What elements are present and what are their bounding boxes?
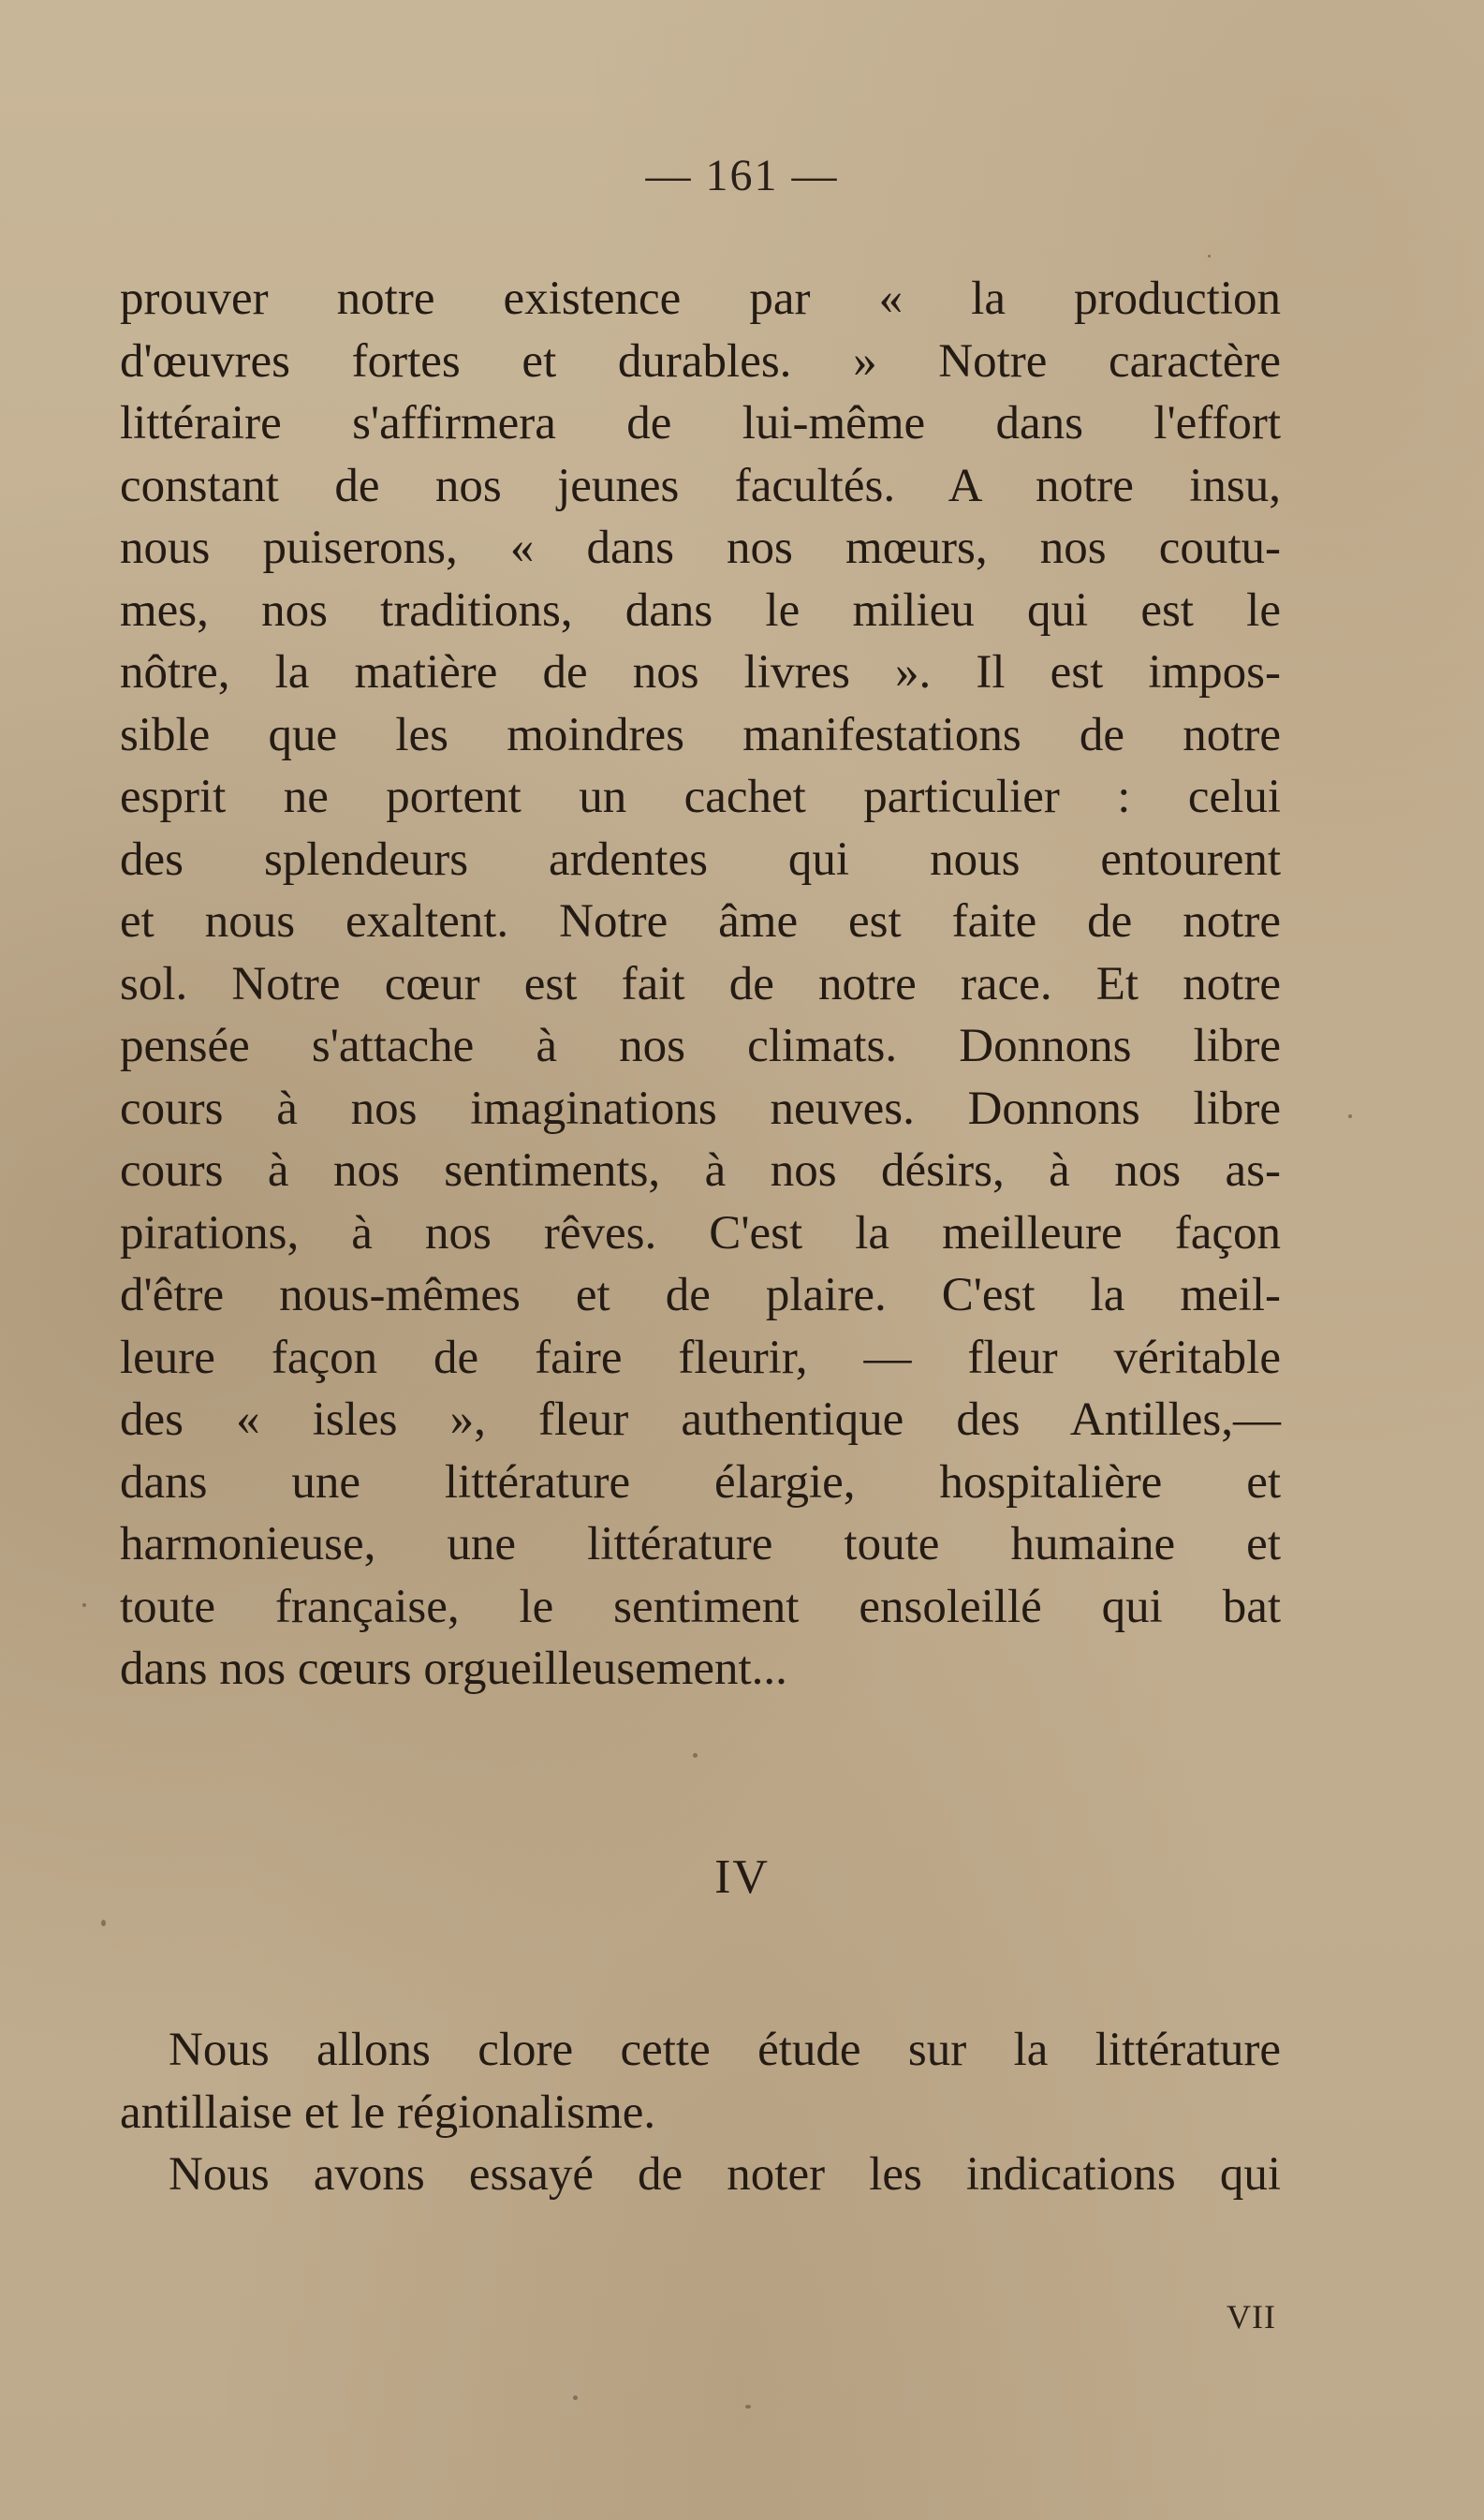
text-line: littéraire s'affirmera de lui-même dans l'effort <box>120 397 1281 449</box>
text-line: des splendeurs ardentes qui nous entourent <box>120 833 1281 886</box>
text-line: nôtre, la matière de nos livres ». Il est impos- <box>120 646 1281 699</box>
text-line: d'œuvres fortes et durables. » Notre caractère <box>120 334 1281 388</box>
text-line: harmonieuse, une littérature toute humaine et <box>120 1518 1281 1570</box>
paragraph-2 <box>120 2019 1281 2206</box>
text-line: Nous avons essayé de noter les indications qui <box>169 2148 1281 2201</box>
paper-speck <box>101 1920 106 1926</box>
paper-speck <box>82 1603 86 1607</box>
text-line: sol. Notre cœur est fait de notre race. Et notre <box>120 957 1281 1010</box>
text-line: pirations, à nos rêves. C'est la meilleure façon <box>120 1206 1281 1260</box>
page-number: — 161 — <box>645 151 839 200</box>
text-line: sible que les moindres manifestations de notre <box>120 708 1281 761</box>
paper-speck <box>573 2395 578 2400</box>
text-line: cours à nos imaginations neuves. Donnons libre <box>120 1082 1281 1135</box>
text-line: esprit ne portent un cachet particulier : celui <box>120 771 1281 823</box>
paragraph-1 <box>120 268 1281 1701</box>
text-line: constant de nos jeunes facultés. A notre insu, <box>120 459 1281 512</box>
section-heading: IV <box>714 1850 770 1904</box>
text-line: et nous exaltent. Notre âme est faite de notre <box>120 895 1281 948</box>
text-line: toute française, le sentiment ensoleillé qui bat <box>120 1580 1281 1633</box>
paper-speck <box>1348 1114 1352 1118</box>
text-line: nous puiserons, « dans nos mœurs, nos coutu- <box>120 522 1281 574</box>
paper-speck <box>693 1753 698 1758</box>
text-line: cours à nos sentiments, à nos désirs, à nos as- <box>120 1144 1281 1197</box>
text-line: leure façon de faire fleurir, — fleur véritable <box>120 1331 1281 1384</box>
text-line: antillaise et le régionalisme. <box>120 2085 656 2139</box>
text-line: mes, nos traditions, dans le milieu qui est le <box>120 583 1281 637</box>
text-line: Nous allons clore cette étude sur la littérature <box>169 2024 1281 2076</box>
text-line: des « isles », fleur authentique des Antilles,— <box>120 1393 1281 1446</box>
signature-mark: VII <box>1227 2298 1276 2336</box>
text-line: prouver notre existence par « la production <box>120 273 1281 325</box>
text-line: d'être nous-mêmes et de plaire. C'est la meil- <box>120 1269 1281 1321</box>
text-line: dans une littérature élargie, hospitalière et <box>120 1455 1281 1509</box>
text-line: dans nos cœurs orgueilleusement... <box>120 1643 787 1695</box>
paper-speck <box>1208 255 1211 258</box>
paper-speck <box>745 2405 751 2409</box>
text-line: pensée s'attache à nos climats. Donnons libre <box>120 1020 1281 1072</box>
